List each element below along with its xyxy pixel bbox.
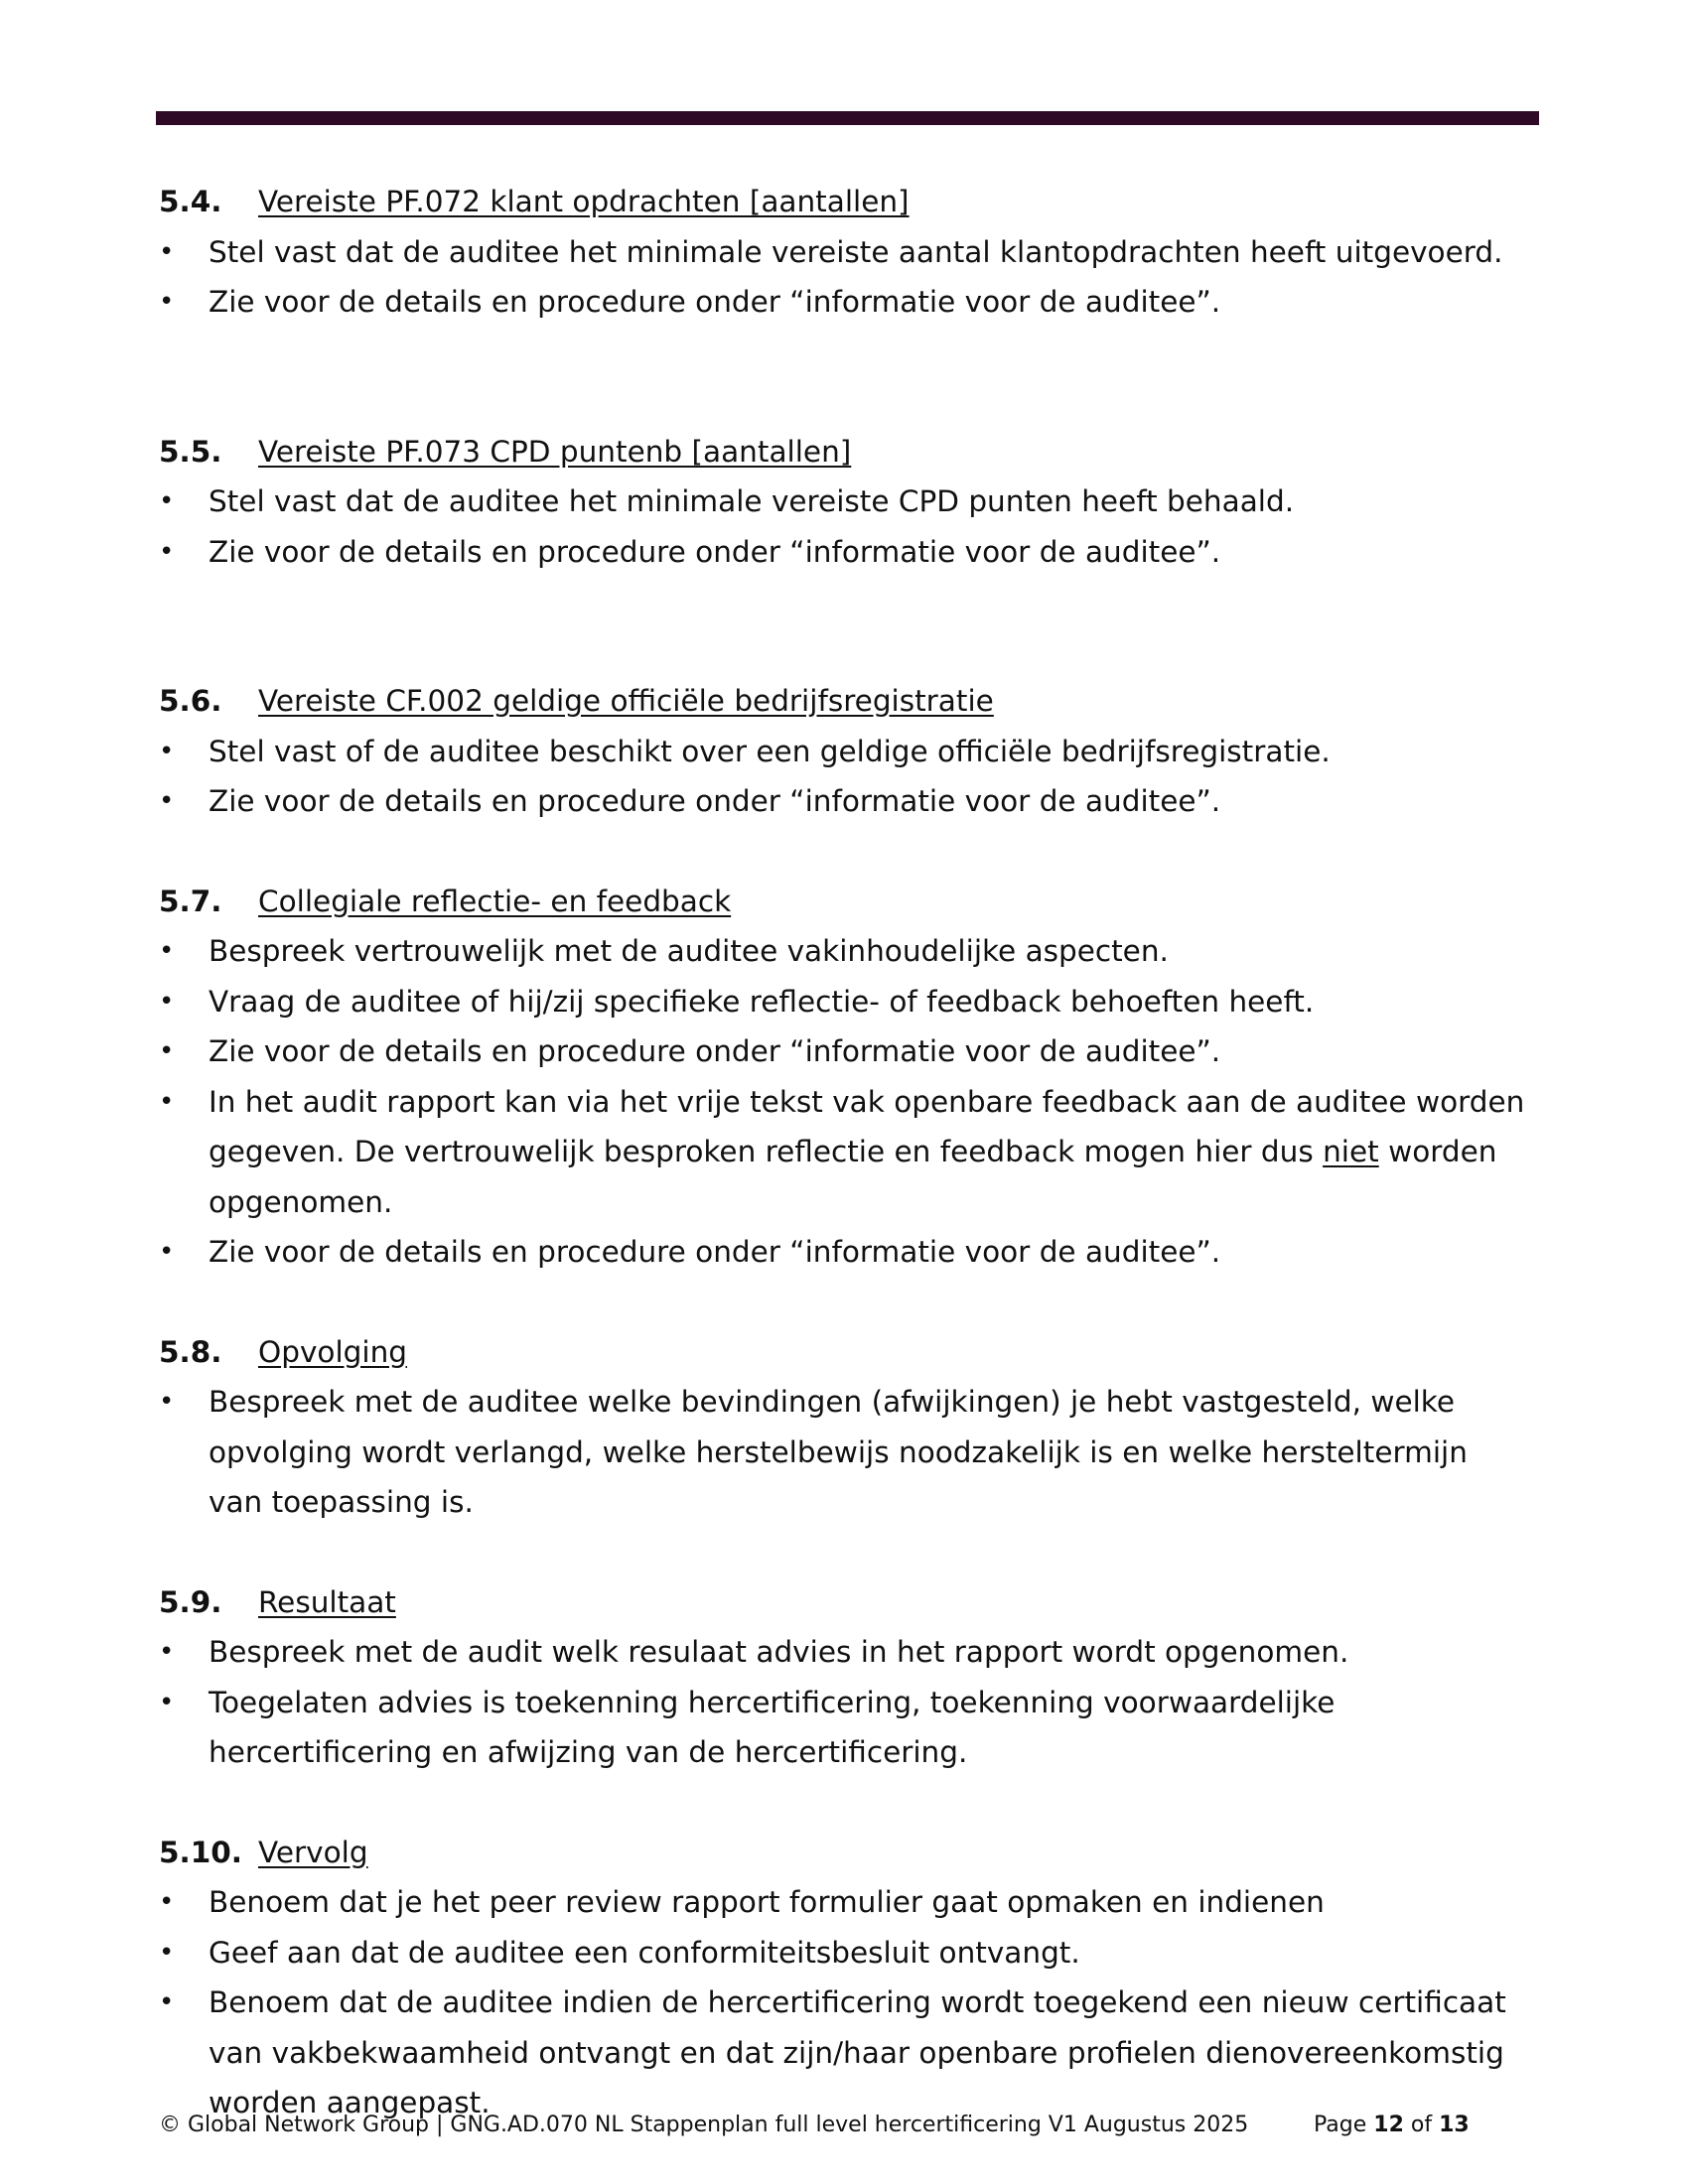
section-title: Vervolg [258,1835,368,1869]
section-title: Vereiste PF.073 CPD puntenb [aantallen] [258,434,852,469]
bullet-list [159,1627,1529,1778]
bullet-item: • Zie voor de details en procedure onder “informatie voor de auditee”. [159,277,1529,328]
page-footer [159,2111,1489,2140]
section-number: 5.4. [159,185,222,218]
bullet-item: • Zie voor de details en procedure onder “informatie voor de auditee”. [159,527,1529,578]
bullet-list [159,1877,1529,2128]
bullet-item: • Benoem dat je het peer review rapport formulier gaat opmaken en indienen [159,1877,1529,1928]
section-heading [159,1327,1529,1378]
section-heading [159,1828,1529,1878]
section-5-4 [159,177,1529,328]
bullet-item: • Toegelaten advies is toekenning hercertificering, toekenning voorwaardelijke hercertificering en afwijzing van de hercertificering. [159,1678,1529,1778]
section-5-10 [159,1828,1529,2128]
section-5-7 [159,877,1529,1278]
page-of: of [1410,2113,1433,2137]
bullet-item: • Bespreek met de audit welk resulaat advies in het rapport wordt opgenomen. [159,1627,1529,1678]
bullet-list [159,227,1529,328]
bullet-item: • Zie voor de details en procedure onder “informatie voor de auditee”. [159,1026,1529,1077]
section-title: Vereiste PF.072 klant opdrachten [aantallen] [258,185,910,218]
section-number: 5.8. [159,1334,222,1369]
bullet-item: • Zie voor de details en procedure onder “informatie voor de auditee”. [159,776,1529,827]
section-number: 5.9. [159,1584,222,1619]
section-title: Collegiale reflectie- en feedback [258,884,732,918]
section-heading [159,177,1529,227]
bullet-list [159,1377,1529,1528]
bullet-text: In het audit rapport kan via het vrije tekst vak openbare feedback aan de auditee worden gegeven. De vertrouwelijk besproken reflectie en feedback mogen hier dus [209,1084,1525,1168]
section-heading [159,1577,1529,1628]
bullet-item: • Vraag de auditee of hij/zij specifieke reflectie- of feedback behoeften heeft. [159,977,1529,1027]
bullet-list [159,477,1529,577]
bullet-item [159,1077,1529,1228]
page-current: 12 [1373,2113,1404,2137]
bullet-item: • Stel vast of de auditee beschikt over een geldige officiële bedrijfsregistratie. [159,727,1529,777]
section-5-9 [159,1577,1529,1778]
bullet-item: • Geef aan dat de auditee een conformiteitsbesluit ontvangt. [159,1928,1529,1979]
bullet-item: • Stel vast dat de auditee het minimale vereiste CPD punten heeft behaald. [159,477,1529,527]
bullet-list [159,727,1529,827]
bullet-item: • Bespreek vertrouwelijk met de auditee vakinhoudelijke aspecten. [159,926,1529,977]
section-5-8 [159,1327,1529,1528]
section-title: Resultaat [258,1584,396,1619]
section-5-6 [159,676,1529,827]
header-rule [156,111,1539,125]
document-body [159,177,1529,2128]
bullet-item: • Bespreek met de auditee welke bevindingen (afwijkingen) je hebt vastgesteld, welke opvolging wordt verlangd, welke herstelbewijs noodzakelijk is en welke hersteltermijn van toepassing is. [159,1377,1529,1528]
section-heading [159,676,1529,727]
section-number: 5.6. [159,684,222,718]
page-total: 13 [1439,2113,1470,2137]
section-number: 5.5. [159,434,222,469]
emphasis-underlined: niet [1323,1135,1379,1168]
bullet-item: • Zie voor de details en procedure onder “informatie voor de auditee”. [159,1227,1529,1278]
footer-copyright: © Global Network Group | GNG.AD.070 NL Stappenplan full level hercertificering V1 Augustus 2025 [159,2113,1249,2137]
section-heading [159,877,1529,927]
section-5-5 [159,427,1529,578]
section-number: 5.7. [159,884,222,918]
bullet-item: • Stel vast dat de auditee het minimale vereiste aantal klantopdrachten heeft uitgevoerd. [159,227,1529,278]
section-title: Vereiste CF.002 geldige officiële bedrijfsregistratie [258,684,994,718]
bullet-list [159,926,1529,1278]
bullet-text: worden opgenomen. [209,1135,1497,1219]
page-number [1314,2111,1470,2140]
section-heading [159,427,1529,478]
page-label: Page [1314,2113,1367,2137]
section-number: 5.10. [159,1835,242,1869]
bullet-item: • Benoem dat de auditee indien de hercertificering wordt toegekend een nieuw certificaat van vakbekwaamheid ontvangt en dat zijn/haar openbare profielen dienovereenkomstig worden aangepast. [159,1978,1529,2128]
section-title: Opvolging [258,1334,407,1369]
